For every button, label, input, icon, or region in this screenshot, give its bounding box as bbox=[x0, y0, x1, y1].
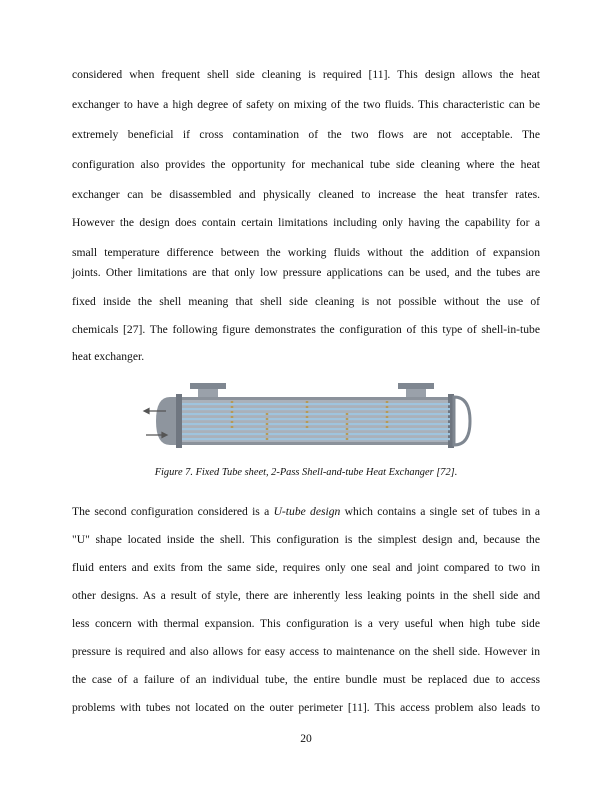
text-line: joints. Other limitations are that only low pressure applications can be used, and the tubes are bbox=[72, 266, 540, 279]
heat-exchanger-diagram bbox=[142, 381, 472, 457]
text-line: However the design does contain certain limitations including only having the capability for a bbox=[72, 216, 540, 229]
nozzle-right-neck bbox=[406, 389, 426, 397]
figure-caption: Figure 7. Fixed Tube sheet, 2-Pass Shell-and-tube Heat Exchanger [72]. bbox=[154, 467, 458, 478]
left-flange bbox=[176, 394, 182, 448]
text-line: extremely beneficial if cross contamination of the two flows are not acceptable. The bbox=[72, 128, 540, 141]
text-run: which contains a single set of tubes in a bbox=[340, 505, 540, 518]
heat-exchanger-figure bbox=[142, 381, 472, 457]
text-line: heat exchanger. bbox=[72, 350, 145, 363]
outlet-arrow-icon bbox=[144, 409, 149, 414]
tube bbox=[182, 403, 450, 405]
text-line: small temperature difference between the working fluids without the addition of expansion bbox=[72, 246, 540, 259]
text-line: problems with tubes not located on the outer perimeter [11]. This access problem also leads to bbox=[72, 701, 540, 714]
text-line: pressure is required and also allows for easy access to maintenance on the shell side. However in bbox=[72, 645, 540, 658]
nozzle-right bbox=[398, 383, 434, 389]
text-line: less concern with thermal expansion. This configuration is a very useful when high tube side bbox=[72, 617, 540, 630]
page-number: 20 bbox=[300, 732, 312, 745]
italic-term: U-tube design bbox=[273, 505, 341, 518]
shell-top-edge bbox=[182, 397, 448, 400]
text-line: other designs. As a result of style, there are inherently less leaking points in the shell side and bbox=[72, 589, 540, 602]
text-line: configuration also provides the opportunity for mechanical tube side cleaning where the heat bbox=[72, 158, 540, 171]
tube bbox=[182, 428, 450, 430]
text-line: considered when frequent shell side cleaning is required [11]. This design allows the heat bbox=[72, 68, 540, 81]
text-line: exchanger to have a high degree of safety on mixing of the two fluids. This characteristic can be bbox=[72, 98, 540, 111]
text-line bbox=[72, 505, 540, 519]
tube bbox=[182, 433, 450, 435]
tube bbox=[182, 438, 450, 440]
text-line: fixed inside the shell meaning that shell side cleaning is not possible without the use of bbox=[72, 295, 540, 308]
text-line: fluid enters and exits from the same side, requires only one seal and joint compared to two in bbox=[72, 561, 540, 574]
tube bbox=[182, 423, 450, 425]
text-run: The second configuration considered is a bbox=[72, 505, 274, 518]
text-line: chemicals [27]. The following figure demonstrates the configuration of this type of shell-in-tube bbox=[72, 323, 540, 336]
nozzle-left bbox=[190, 383, 226, 389]
right-return-head bbox=[454, 397, 470, 445]
nozzle-left-neck bbox=[198, 389, 218, 397]
tube bbox=[182, 413, 450, 415]
text-line: "U" shape located inside the shell. This configuration is the simplest design and, because the bbox=[72, 533, 540, 546]
text-line: the case of a failure of an individual tube, the entire bundle must be replaced due to access bbox=[72, 673, 540, 686]
shell-bottom-edge bbox=[182, 442, 448, 445]
text-line: exchanger can be disassembled and physically cleaned to increase the heat transfer rates. bbox=[72, 188, 540, 201]
tube bbox=[182, 418, 450, 420]
left-channel-head bbox=[156, 397, 176, 445]
tube bbox=[182, 408, 450, 410]
